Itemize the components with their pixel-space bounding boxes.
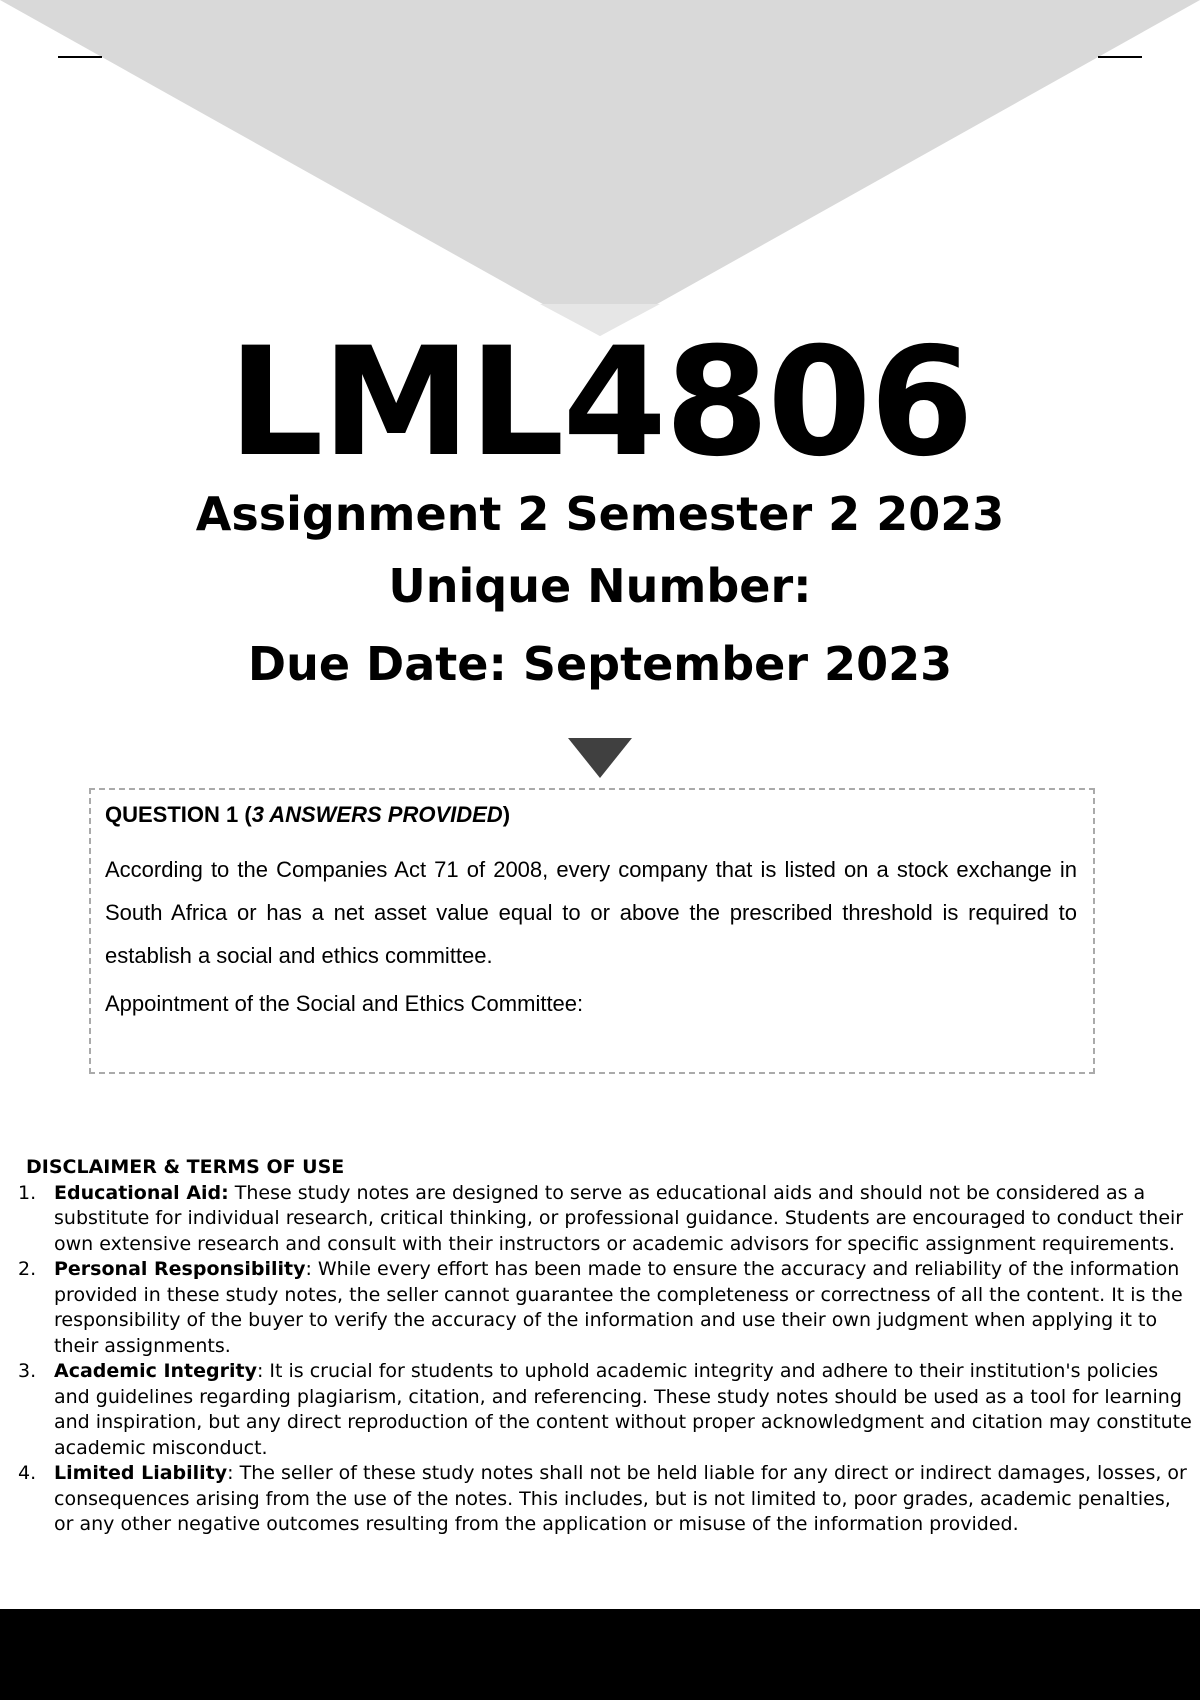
term-text: : While every effort has been made to ensure the accuracy and reliability of the information provided in these study notes, the seller cannot guarantee the completeness or correctness of all the content. It is the responsibility of the buyer to verify the accuracy of the information and use their own judgment when applying it to their assignments. (54, 1258, 1183, 1357)
term-lead: Educational Aid: (54, 1181, 229, 1204)
term-number: 1. (18, 1181, 37, 1204)
course-code: LML4806 (228, 316, 972, 490)
footer-bar (0, 1609, 1200, 1700)
unique-number: Unique Number: (388, 559, 812, 613)
due-date: Due Date: September 2023 (247, 637, 953, 691)
disclaimer-section (0, 1155, 1200, 1538)
term-lead: Limited Liability (54, 1462, 228, 1484)
corner-rule-right (1098, 56, 1142, 58)
question-paragraph: According to the Companies Act 71 of 2008, every company that is listed on a stock exchange in South Africa or has a net asset value equal to or above the prescribed threshold is required to establish a social and ethics committee. (105, 857, 1077, 968)
corner-rule-left (58, 56, 102, 58)
question-heading-suffix: ) (502, 802, 511, 827)
term-item (0, 1257, 1200, 1359)
term-item (0, 1181, 1200, 1258)
assignment-title: Assignment 2 Semester 2 2023 (195, 487, 1005, 541)
term-text: These study notes are designed to serve as educational aids and should not be considered as a substitute for individual research, critical thinking, or professional guidance. Students are encouraged to conduct their own extensive research and consult with their instructors or academic advisors for specific assignment requirements. (54, 1181, 1184, 1255)
disclaimer-title: DISCLAIMER & TERMS OF USE (26, 1156, 345, 1178)
term-number: 2. (18, 1258, 37, 1280)
terms-list (0, 1181, 1200, 1538)
down-triangle-icon (568, 738, 632, 778)
chevron-banner-icon (0, 0, 1200, 340)
term-number: 3. (18, 1360, 37, 1382)
term-item (0, 1359, 1200, 1461)
question-heading-prefix: QUESTION 1 ( (105, 802, 252, 827)
question-heading-italic: 3 ANSWERS PROVIDED (251, 802, 503, 827)
term-lead: Personal Responsibility (54, 1258, 306, 1280)
question-subheading: Appointment of the Social and Ethics Committee: (105, 991, 584, 1016)
term-item (0, 1461, 1200, 1538)
term-text: : The seller of these study notes shall not be held liable for any direct or indirect damages, losses, or consequences arising from the use of the notes. This includes, but is not limited to, poor grades, academic penalties, or any other negative outcomes resulting from the application or misuse of the information provided. (54, 1462, 1187, 1535)
term-lead: Academic Integrity (54, 1360, 257, 1382)
term-text: : It is crucial for students to uphold academic integrity and adhere to their institution's policies and guidelines regarding plagiarism, citation, and referencing. These study notes should be used as a tool for learning and inspiration, but any direct reproduction of the content without proper acknowledgment and citation may constitute academic misconduct. (54, 1360, 1192, 1459)
question-heading (105, 800, 1077, 830)
question-box (89, 788, 1095, 1074)
term-number: 4. (18, 1462, 37, 1484)
